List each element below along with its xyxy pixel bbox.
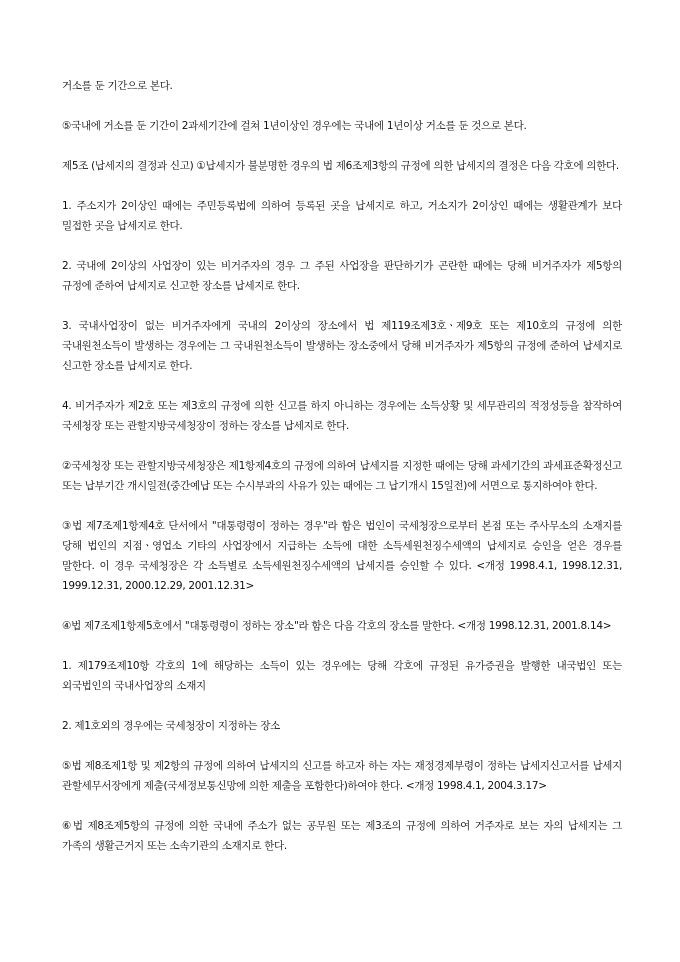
paragraph: ③법 제7조제1항제4호 단서에서 "대통령령이 정하는 경우"라 함은 법인이 국세청장으로부터 본점 또는 주사무소의 소재지를 당해 법인의 지점ㆍ영업소 기타의 사업장에서 지급하는 소득에 대한 소득세원천징수세액의 납세지로 승인을 얻은 경우를 말한다. 이 경우 국세청장은 각 소득별로 소득세원천징수세액의 납세지를 승인할 수 있다. <개정 1998.4.1, 1998.12.31, 1999.12.31, 2000.12.29, 2001.12.31> <box>62 520 622 592</box>
paragraph: 1. 제179조제10항 각호의 1에 해당하는 소득이 있는 경우에는 당해 각호에 규정된 유가증권을 발행한 내국법인 또는 외국법인의 국내사업장의 소재지 <box>62 660 622 692</box>
paragraph: 1. 주소지가 2이상인 때에는 주민등록법에 의하여 등록된 곳을 납세지로 하고, 거소지가 2이상인 때에는 생활관계가 보다 밀접한 곳을 납세지로 한다. <box>62 200 622 232</box>
paragraph: 4. 비거주자가 제2호 또는 제3호의 규정에 의한 신고를 하지 아니하는 경우에는 소득상황 및 세무관리의 적정성등을 참작하여 국세청장 또는 관할지방국세청장이 정하는 장소를 납세지로 한다. <box>62 400 622 432</box>
paragraph: ⑤법 제8조제1항 및 제2항의 규정에 의하여 납세지의 신고를 하고자 하는 자는 재정경제부령이 정하는 납세지신고서를 납세지 관할세무서장에게 제출(국세정보통신망에 의한 제출을 포함한다)하여야 한다. <개정 1998.4.1, 2004.3.17> <box>62 760 622 792</box>
paragraph: 2. 국내에 2이상의 사업장이 있는 비거주자의 경우 그 주된 사업장을 판단하기가 곤란한 때에는 당해 비거주자가 제5항의 규정에 준하여 납세지로 신고한 장소를 납세지로 한다. <box>62 260 622 292</box>
paragraph: ⑤국내에 거소를 둔 기간이 2과세기간에 걸쳐 1년이상인 경우에는 국내에 1년이상 거소를 둔 것으로 본다. <box>62 120 527 132</box>
paragraph: ⑥법 제8조제5항의 규정에 의한 국내에 주소가 없는 공무원 또는 제3조의 규정에 의하여 거주자로 보는 자의 납세지는 그 가족의 생활근거지 또는 소속기관의 소재지로 한다. <box>62 820 622 852</box>
paragraph: ②국세청장 또는 관할지방국세청장은 제1항제4호의 규정에 의하여 납세지를 지정한 때에는 당해 과세기간의 과세표준확정신고 또는 납부기간 개시일전(중간예납 또는 수시부과의 사유가 있는 때에는 그 납기개시 15일전)에 서면으로 통지하여야 한다. <box>62 460 622 492</box>
article-5-heading-paragraph: 제5조 (납세지의 결정과 신고) ①납세지가 불분명한 경우의 법 제6조제3항의 규정에 의한 납세지의 결정은 다음 각호에 의한다. <box>62 160 619 172</box>
paragraph: 거소를 둔 기간으로 본다. <box>62 80 173 92</box>
document-body <box>62 76 622 876</box>
paragraph: 3. 국내사업장이 없는 비거주자에게 국내의 2이상의 장소에서 법 제119조제3호ㆍ제9호 또는 제10호의 규정에 의한 국내원천소득이 발생하는 경우에는 그 국내원천소득이 발생하는 장소중에서 당해 비거주자가 제5항의 규정에 준하여 납세지로 신고한 장소를 납세지로 한다. <box>62 320 622 372</box>
paragraph: 2. 제1호외의 경우에는 국세청장이 지정하는 장소 <box>62 720 281 732</box>
paragraph: ④법 제7조제1항제5호에서 "대통령령이 정하는 장소"라 함은 다음 각호의 장소를 말한다. <개정 1998.12.31, 2001.8.14> <box>62 620 612 632</box>
